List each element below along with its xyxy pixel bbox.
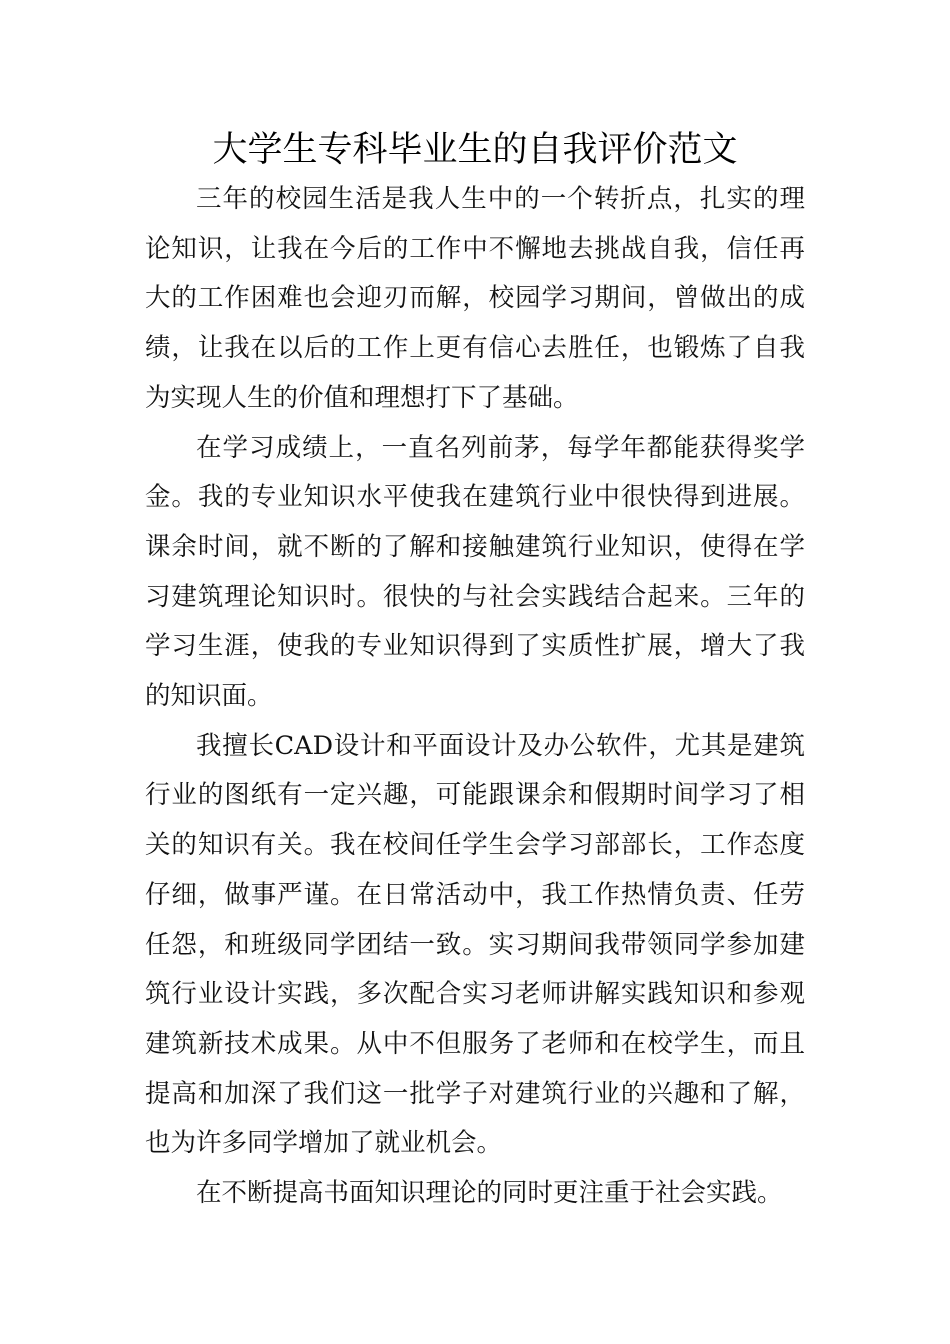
document-title: 大学生专科毕业生的自我评价范文 (212, 130, 738, 170)
document-body (145, 175, 805, 1219)
paragraph-1: 三年的校园生活是我人生中的一个转折点，扎实的理论知识，让我在今后的工作中不懈地去挑战自我，信任再大的工作困难也会迎刃而解，校园学习期间，曾做出的成绩，让我在以后的工作上更有信心去胜任，也锻炼了自我为实现人生的价值和理想打下了基础。 (145, 184, 805, 413)
paragraph-3: 我擅长CAD设计和平面设计及办公软件，尤其是建筑行业的图纸有一定兴趣，可能跟课余和假期时间学习了相关的知识有关。我在校间任学生会学习部部长，工作态度仔细，做事严谨。在日常活动中，我工作热情负责、任劳任怨，和班级同学团结一致。实习期间我带领同学参加建筑行业设计实践，多次配合实习老师讲解实践知识和参观建筑新技术成果。从中不但服务了老师和在校学生，而且提高和加深了我们这一批学子对建筑行业的兴趣和了解，也为许多同学增加了就业机会。 (145, 730, 805, 1159)
paragraph-2: 在学习成绩上，一直名列前茅，每学年都能获得奖学金。我的专业知识水平使我在建筑行业中很快得到进展。课余时间，就不断的了解和接触建筑行业知识，使得在学习建筑理论知识时。很快的与社会实践结合起来。三年的学习生涯，使我的专业知识得到了实质性扩展，增大了我的知识面。 (145, 432, 805, 712)
paragraph-4: 在不断提高书面知识理论的同时更注重于社会实践。 (196, 1178, 783, 1209)
